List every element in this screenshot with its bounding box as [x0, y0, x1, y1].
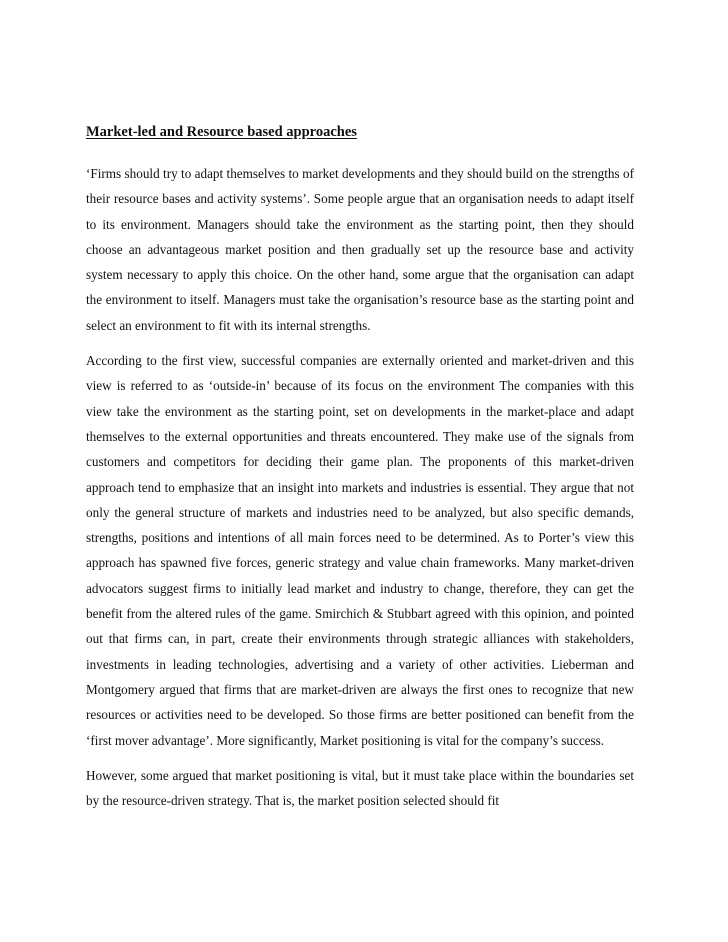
paragraph-1: ‘Firms should try to adapt themselves to market developments and they should build on the strengths of their resource bases and activity systems’. Some people argue that an organisation needs to adapt itself to its environment. Managers should take the environment as the starting point, then they should choose an advantageous market position and then gradually set up the resource base and activity system necessary to apply this choice. On the other hand, some argue that the organisation can adapt the environment to itself. Managers must take the organisation’s resource base as the starting point and select an environment to fit with its internal strengths.	[86, 166, 634, 333]
paragraph-2: According to the first view, successful companies are externally oriented and market-driven and this view is referred to as ‘outside-in’ because of its focus on the environment The companies with this view take the environment as the starting point, set on developments in the market-place and adapt themselves to the external opportunities and threats encountered. They make use of the signals from customers and competitors for deciding their game plan. The proponents of this market-driven approach tend to emphasize that an insight into markets and industries is essential. They argue that not only the general structure of markets and industries need to be analyzed, but also specific demands, strengths, positions and intentions of all main forces need to be determined. As to Porter’s view this approach has spawned five forces, generic strategy and value chain frameworks. Many market-driven advocators suggest firms to initially lead market and industry to change, therefore, they can get the benefit from the altered rules of the game. Smirchich & Stubbart agreed with this opinion, and pointed out that firms can, in part, create their environments through strategic alliances with stakeholders, investments in leading technologies, advertising and a variety of other activities. Lieberman and Montgomery argued that firms that are market-driven are always the first ones to recognize that new resources or activities need to be developed. So those firms are better positioned can benefit from the ‘first mover advantage’. More significantly, Market positioning is vital for the company’s success.	[86, 353, 634, 748]
paragraph-3: However, some argued that market positioning is vital, but it must take place within the boundaries set by the resource-driven strategy. That is, the market position selected should fit	[86, 767, 634, 809]
page-title: Market-led and Resource based approaches	[86, 124, 357, 140]
document-page	[86, 122, 634, 823]
